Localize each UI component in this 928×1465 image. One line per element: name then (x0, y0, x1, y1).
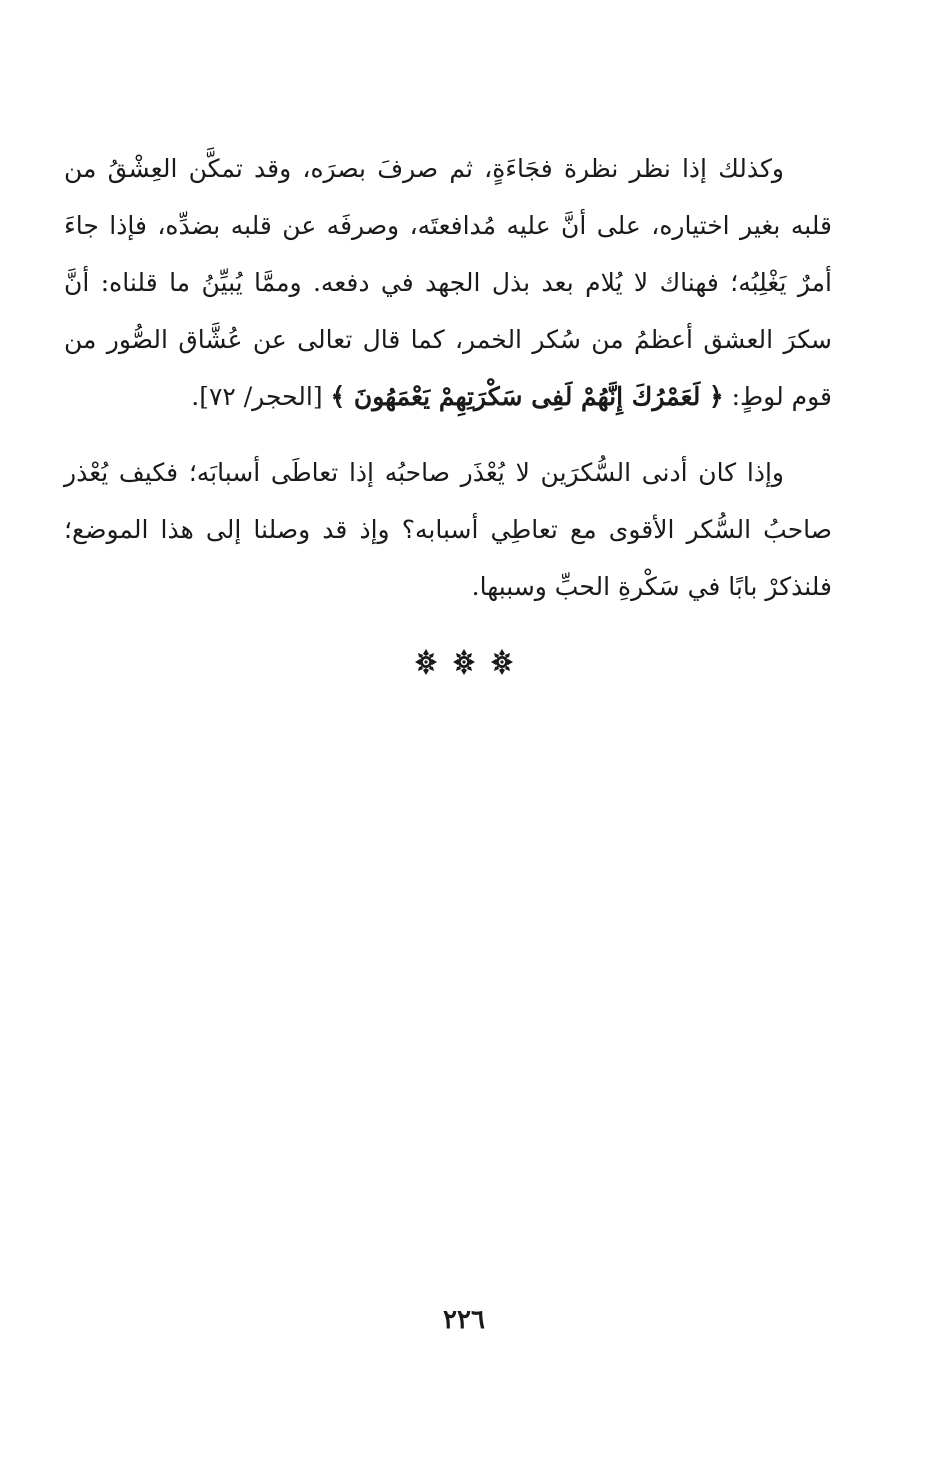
paragraph-2 (64, 444, 832, 615)
verse-reference: [الحجر/ ٧٢]. (191, 382, 331, 411)
section-divider-ornaments (0, 648, 928, 676)
paragraph-1 (64, 140, 832, 425)
paragraph-1-before-verse: وكذلك إذا نظر نظرة فجَاءَةٍ، ثم صرفَ بصرَه، وقد تمكَّن العِشْقُ من قلبه بغير اختياره، على أنَّ عليه مُدافعتَه، وصرفَه عن قلبه بضدِّه، فإذا جاءَ أمرٌ يَغْلِبُه؛ فهناك لا يُلام بعد بذل الجهد في دفعه. وممَّا يُبيِّنُ ما قلناه: أنَّ سكرَ العشق أعظمُ من سُكر الخمر، كما قال تعالى عن عُشَّاق الصُّور من قوم لوطٍ: (64, 154, 832, 411)
quran-verse: ﴿ لَعَمْرُكَ إِنَّهُمْ لَفِى سَكْرَتِهِمْ يَعْمَهُونَ ﴾ (330, 382, 724, 411)
flower-ornament-icon (414, 648, 438, 676)
paragraph-2-text: وإذا كان أدنى السُّكرَين لا يُعْذَر صاحبُه إذا تعاطَى أسبابَه؛ فكيف يُعْذر صاحبُ السُّكر الأقوى مع تعاطِي أسبابه؟ وإذ قد وصلنا إلى هذا الموضع؛ فلنذكرْ بابًا في سَكْرةِ الحبِّ وسببها. (64, 458, 832, 601)
flower-ornament-icon (490, 648, 514, 676)
page-number: ٢٢٦ (443, 1305, 485, 1335)
flower-ornament-icon (452, 648, 476, 676)
paragraph-1-text (64, 140, 832, 425)
